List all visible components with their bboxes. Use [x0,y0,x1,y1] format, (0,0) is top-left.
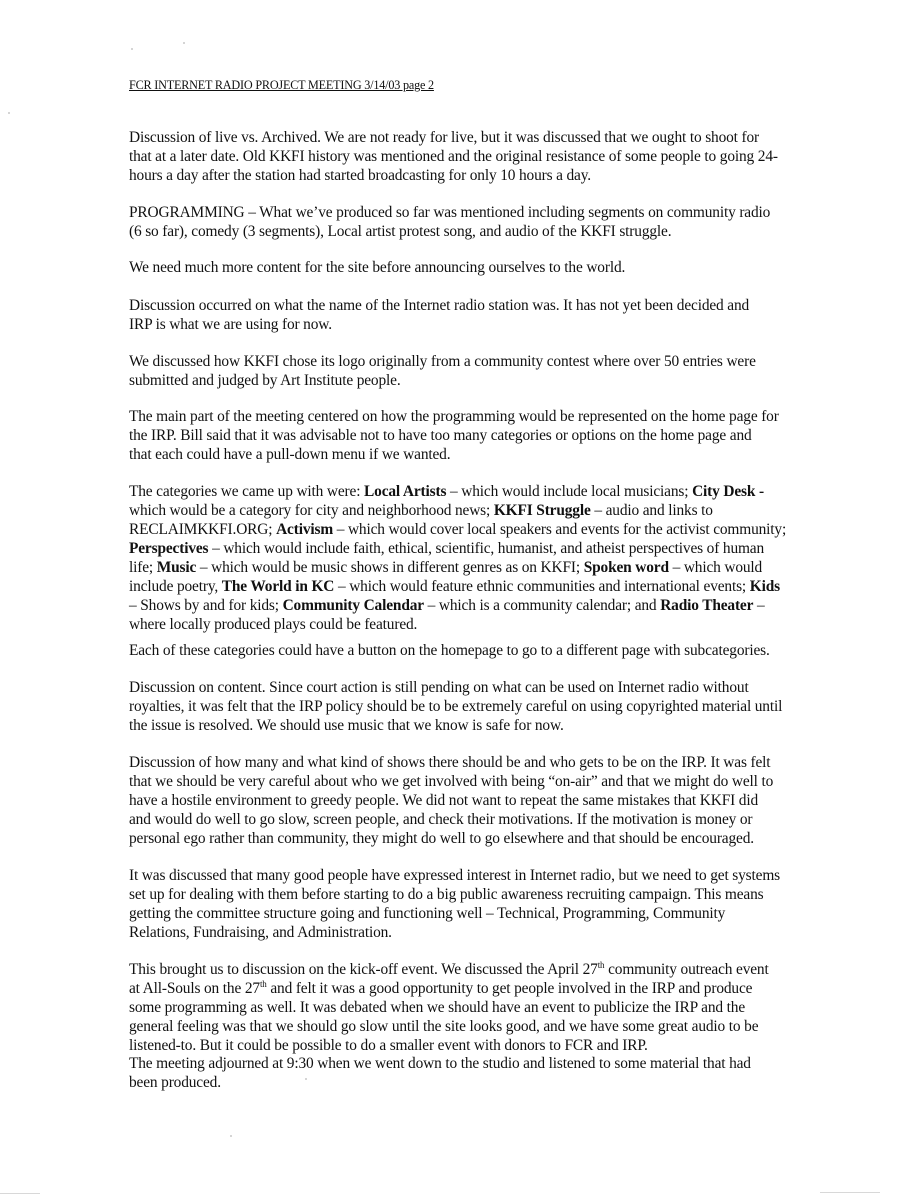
scan-speck [8,112,10,114]
paragraph [129,482,809,634]
paragraph [129,641,809,660]
text-line: We discussed how KKFI chose its logo originally from a community contest where over 50 entries were [129,353,756,370]
text-line: (6 so far), comedy (3 segments), Local artist protest song, and audio of the KKFI struggle. [129,223,672,240]
text-run: some programming as well. It was debated when we should have an event to publicize the IRP and the [129,999,746,1016]
text-line: submitted and judged by Art Institute people. [129,372,401,389]
text-line: Discussion occurred on what the name of the Internet radio station was. It has not yet been decided and [129,297,750,314]
text-line: PROGRAMMING – What we’ve produced so far was mentioned including segments on community radio [129,204,771,221]
text-line: that at a later date. Old KKFI history was mentioned and the original resistance of some people to going 24- [129,148,778,165]
text-run: at All-Souls on the 27 [129,980,260,997]
text-run: – which would cover local speakers and events for the activist community; [333,521,787,538]
text-line [129,520,809,539]
text-run: – which would feature ethnic communities and international events; [334,578,750,595]
text-line: the IRP. Bill said that it was advisable not to have too many categories or options on the home page and [129,427,752,444]
text-line: that each could have a pull-down menu if we wanted. [129,446,451,463]
category-name: Music [156,559,197,576]
text-line [129,1036,809,1055]
category-name: Kids [749,578,780,595]
scan-edge [820,1192,880,1193]
paragraph [129,866,809,942]
text-run: The categories we came up with were: [129,483,365,500]
text-run: and felt it was a good opportunity to get people involved in the IRP and produce [266,980,753,997]
paragraph [129,296,809,334]
category-name: Radio Theater [660,597,754,614]
text-line [129,1017,809,1036]
category-name: City Desk - [692,483,764,500]
text-line: The main part of the meeting centered on how the programming would be represented on the home page for [129,408,779,425]
text-line: personal ego rather than community, they might do well to go elsewhere and that should be encouraged. [129,830,754,847]
text-line: The meeting adjourned at 9:30 when we went down to the studio and listened to some material that had [129,1055,751,1072]
scan-edge [0,1193,40,1194]
text-line [129,539,809,558]
text-line [129,558,809,577]
scan-speck [230,1135,232,1137]
text-line [129,482,809,501]
text-run: listened-to. But it could be possible to do a smaller event with donors to FCR and IRP. [129,1037,648,1054]
text-run: – audio and links to [590,502,713,519]
text-line [129,596,809,615]
text-run: where locally produced plays could be featured. [129,616,418,633]
paragraph [129,407,809,464]
text-line: Each of these categories could have a button on the homepage to go to a different page with subcategories. [129,642,770,659]
text-run: – which would be music shows in different genres as on KKFI; [196,559,584,576]
text-run: general feeling was that we should go slow until the site looks good, and we have some great audio to be [129,1018,759,1035]
scan-speck [183,42,185,44]
page-header: FCR INTERNET RADIO PROJECT MEETING 3/14/03 page 2 [129,78,434,92]
category-name: Community Calendar [282,597,424,614]
text-run: which would be a category for city and neighborhood news; [129,502,494,519]
category-name: Perspectives [129,540,209,557]
text-line: the issue is resolved. We should use music that we know is safe for now. [129,717,564,734]
category-name: Local Artists [364,483,447,500]
text-line: Discussion of live vs. Archived. We are not ready for live, but it was discussed that we ought to shoot for [129,129,759,146]
text-line: royalties, it was felt that the IRP policy should be to be extremely careful on using copyrighted material until [129,698,783,715]
text-line: It was discussed that many good people have expressed interest in Internet radio, but we need to get systems [129,867,780,884]
text-run: – which would [668,559,763,576]
paragraph [129,753,809,848]
text-run: – which is a community calendar; and [423,597,661,614]
text-run: – Shows by and for kids; [129,597,283,614]
scan-speck [305,1078,307,1080]
text-line: set up for dealing with them before starting to do a big public awareness recruiting campaign. This means [129,886,764,903]
ordinal-suffix: th [259,979,267,989]
text-line: getting the committee structure going and functioning well – Technical, Programming, Community [129,905,726,922]
category-name: Activism [276,521,334,538]
text-line [129,998,809,1017]
ordinal-suffix: th [597,960,605,970]
scan-speck [131,48,133,50]
text-line: been produced. [129,1074,221,1091]
paragraph [129,203,809,241]
text-line: Discussion on content. Since court action is still pending on what can be used on Internet radio without [129,679,749,696]
text-line: Discussion of how many and what kind of shows there should be and who gets to be on the IRP. It was felt [129,754,771,771]
paragraph [129,1054,809,1092]
text-line: We need much more content for the site before announcing ourselves to the world. [129,259,626,276]
category-name: Spoken word [583,559,669,576]
text-run: This brought us to discussion on the kick-off event. We discussed the April 27 [129,961,598,978]
text-line: that we should be very careful about who we get involved with being “on-air” and that we might do well to [129,773,774,790]
category-name: The World in KC [221,578,335,595]
paragraph [129,128,809,185]
text-run: include poetry, [129,578,222,595]
text-run: life; [129,559,157,576]
text-run: – which would include local musicians; [446,483,693,500]
text-run: – [753,597,765,614]
paragraph [129,960,809,1055]
text-line: IRP is what we are using for now. [129,316,332,333]
text-line: Relations, Fundraising, and Administration. [129,924,392,941]
text-line [129,615,809,634]
paragraph [129,258,809,277]
text-line: have a hostile environment to greedy people. We did not want to repeat the same mistakes that KKFI did [129,792,758,809]
text-line [129,501,809,520]
paragraph [129,352,809,390]
text-run: – which would include faith, ethical, scientific, humanist, and atheist perspectives of human [208,540,765,557]
category-name: KKFI Struggle [493,502,591,519]
text-run: RECLAIMKKFI.ORG; [129,521,277,538]
text-line [129,979,809,998]
text-line: hours a day after the station had started broadcasting for only 10 hours a day. [129,167,591,184]
text-line: and would do well to go slow, screen people, and check their motivations. If the motivation is money or [129,811,753,828]
text-line [129,960,809,979]
paragraph [129,678,809,735]
text-run: community outreach event [604,961,769,978]
text-line [129,577,809,596]
